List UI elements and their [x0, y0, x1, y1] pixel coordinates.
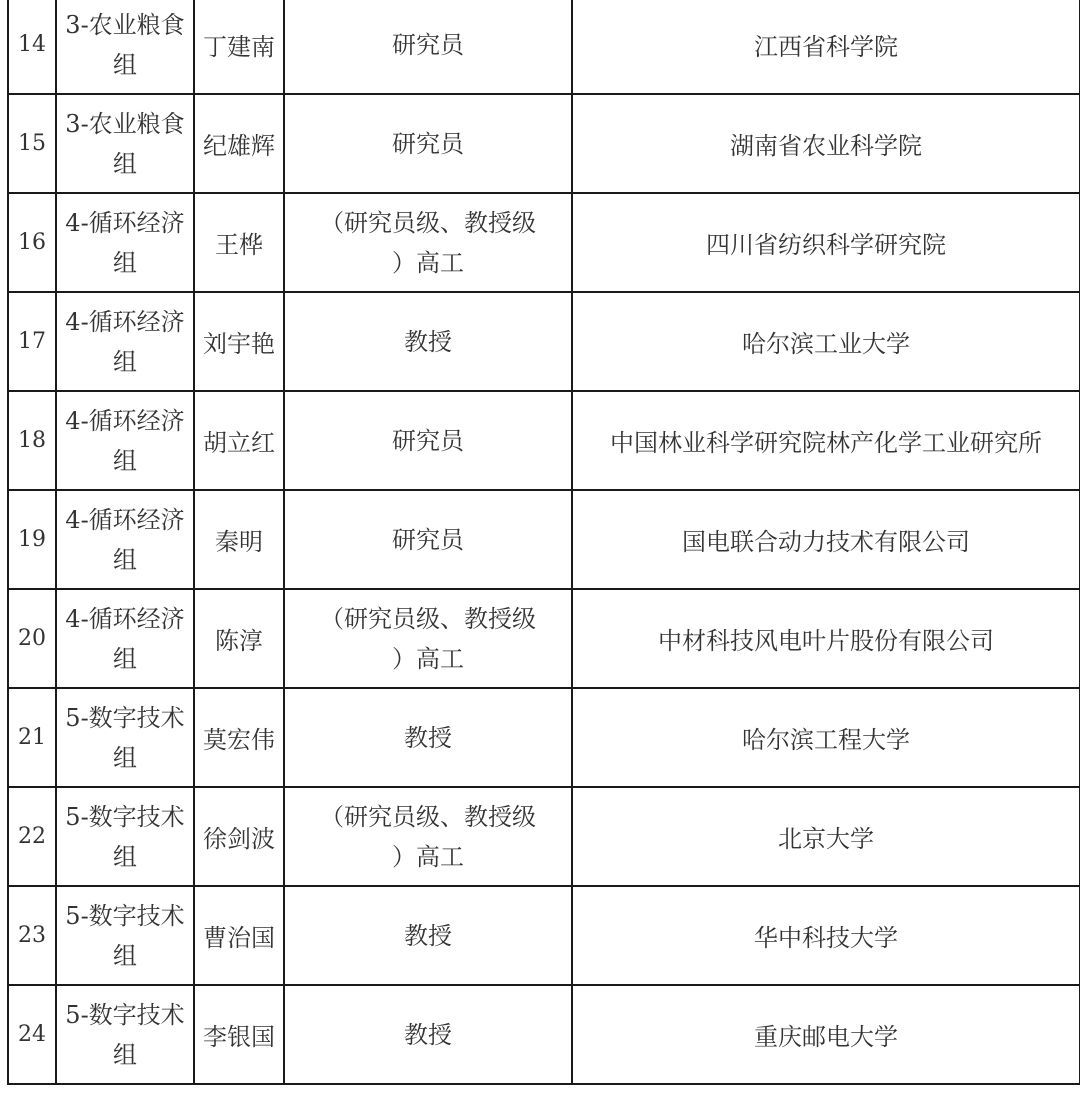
- title-line-1: 教授: [404, 723, 452, 752]
- table-row: [8, 985, 1080, 1084]
- title-cell: [284, 193, 572, 292]
- group-cell: [56, 94, 194, 193]
- row-number-cell: [8, 0, 56, 94]
- org-cell: [572, 490, 1080, 589]
- group-line-2: 组: [113, 347, 137, 376]
- row-number-cell: [8, 985, 56, 1084]
- row-number: 18: [18, 428, 46, 453]
- group-cell: [56, 490, 194, 589]
- group-cell: [56, 0, 194, 94]
- org-cell: [572, 0, 1080, 94]
- title-cell: [284, 94, 572, 193]
- row-number-cell: [8, 589, 56, 688]
- name-cell: [194, 0, 284, 94]
- row-number-cell: [8, 490, 56, 589]
- expert-name: 李银国: [203, 1023, 275, 1051]
- title-line-1: 教授: [404, 327, 452, 356]
- organization: 华中科技大学: [754, 924, 898, 952]
- title-cell: [284, 589, 572, 688]
- row-number: 14: [18, 32, 46, 57]
- group-line-2: 组: [113, 50, 137, 79]
- organization: 中材科技风电叶片股份有限公司: [658, 627, 994, 655]
- group-cell: [56, 787, 194, 886]
- table-row: [8, 490, 1080, 589]
- title-cell: [284, 292, 572, 391]
- row-number: 22: [18, 824, 46, 849]
- expert-name: 王桦: [215, 231, 263, 259]
- org-cell: [572, 94, 1080, 193]
- title-cell: [284, 985, 572, 1084]
- title-cell: [284, 787, 572, 886]
- expert-name: 莫宏伟: [203, 726, 275, 754]
- title-line-1: （研究员级、教授级: [320, 802, 536, 831]
- name-cell: [194, 589, 284, 688]
- title-line-1: 研究员: [392, 426, 464, 455]
- group-line-2: 组: [113, 743, 137, 772]
- group-line-1: 5-数字技术: [65, 1000, 185, 1029]
- name-cell: [194, 886, 284, 985]
- name-cell: [194, 193, 284, 292]
- group-line-2: 组: [113, 644, 137, 673]
- group-cell: [56, 292, 194, 391]
- title-line-1: 教授: [404, 921, 452, 950]
- group-line-1: 5-数字技术: [65, 703, 185, 732]
- table-row: [8, 0, 1080, 94]
- expert-name: 徐剑波: [203, 825, 275, 853]
- row-number: 15: [18, 131, 46, 156]
- name-cell: [194, 688, 284, 787]
- row-number: 23: [18, 923, 46, 948]
- name-cell: [194, 94, 284, 193]
- title-line-1: （研究员级、教授级: [320, 208, 536, 237]
- row-number: 20: [18, 626, 46, 651]
- row-number: 24: [18, 1022, 46, 1047]
- name-cell: [194, 391, 284, 490]
- org-cell: [572, 985, 1080, 1084]
- name-cell: [194, 292, 284, 391]
- name-cell: [194, 985, 284, 1084]
- group-cell: [56, 985, 194, 1084]
- group-line-2: 组: [113, 248, 137, 277]
- row-number-cell: [8, 886, 56, 985]
- org-cell: [572, 787, 1080, 886]
- table-row: [8, 886, 1080, 985]
- organization: 中国林业科学研究院林产化学工业研究所: [610, 429, 1042, 457]
- row-number-cell: [8, 787, 56, 886]
- expert-name: 秦明: [215, 528, 263, 556]
- group-line-1: 4-循环经济: [65, 307, 185, 336]
- expert-name: 陈淳: [215, 627, 263, 655]
- organization: 哈尔滨工程大学: [742, 726, 910, 754]
- title-line-2: ）高工: [392, 842, 464, 871]
- organization: 哈尔滨工业大学: [742, 330, 910, 358]
- name-cell: [194, 787, 284, 886]
- group-line-2: 组: [113, 545, 137, 574]
- title-cell: [284, 490, 572, 589]
- group-line-1: 5-数字技术: [65, 901, 185, 930]
- row-number-cell: [8, 292, 56, 391]
- group-cell: [56, 688, 194, 787]
- expert-name: 纪雄辉: [203, 132, 275, 160]
- org-cell: [572, 391, 1080, 490]
- row-number: 17: [18, 329, 46, 354]
- org-cell: [572, 886, 1080, 985]
- table-row: [8, 193, 1080, 292]
- org-cell: [572, 688, 1080, 787]
- organization: 江西省科学院: [754, 33, 898, 61]
- row-number-cell: [8, 688, 56, 787]
- organization: 重庆邮电大学: [754, 1023, 898, 1051]
- group-cell: [56, 886, 194, 985]
- title-cell: [284, 886, 572, 985]
- org-cell: [572, 292, 1080, 391]
- group-line-2: 组: [113, 941, 137, 970]
- title-cell: [284, 0, 572, 94]
- title-line-1: 教授: [404, 1020, 452, 1049]
- title-line-1: 研究员: [392, 525, 464, 554]
- group-line-1: 3-农业粮食: [65, 109, 185, 138]
- table-row: [8, 787, 1080, 886]
- row-number: 16: [18, 230, 46, 255]
- table-row: [8, 94, 1080, 193]
- group-cell: [56, 193, 194, 292]
- organization: 四川省纺织科学研究院: [706, 231, 946, 259]
- group-line-2: 组: [113, 1040, 137, 1069]
- group-cell: [56, 589, 194, 688]
- expert-table: [7, 0, 1080, 1085]
- organization: 湖南省农业科学院: [730, 132, 922, 160]
- group-line-1: 3-农业粮食: [65, 10, 185, 39]
- expert-name: 刘宇艳: [203, 330, 275, 358]
- group-line-2: 组: [113, 842, 137, 871]
- table-row: [8, 589, 1080, 688]
- expert-name: 胡立红: [203, 429, 275, 457]
- organization: 国电联合动力技术有限公司: [682, 528, 970, 556]
- group-line-1: 5-数字技术: [65, 802, 185, 831]
- title-line-1: 研究员: [392, 30, 464, 59]
- title-line-2: ）高工: [392, 644, 464, 673]
- name-cell: [194, 490, 284, 589]
- row-number-cell: [8, 391, 56, 490]
- title-line-2: ）高工: [392, 248, 464, 277]
- title-cell: [284, 688, 572, 787]
- title-line-1: 研究员: [392, 129, 464, 158]
- group-line-1: 4-循环经济: [65, 406, 185, 435]
- group-cell: [56, 391, 194, 490]
- row-number-cell: [8, 94, 56, 193]
- row-number: 19: [18, 527, 46, 552]
- org-cell: [572, 589, 1080, 688]
- group-line-1: 4-循环经济: [65, 604, 185, 633]
- group-line-1: 4-循环经济: [65, 208, 185, 237]
- table-row: [8, 688, 1080, 787]
- table-row: [8, 292, 1080, 391]
- title-line-1: （研究员级、教授级: [320, 604, 536, 633]
- row-number-cell: [8, 193, 56, 292]
- row-number: 21: [18, 725, 46, 750]
- group-line-2: 组: [113, 446, 137, 475]
- table-row: [8, 391, 1080, 490]
- expert-name: 曹治国: [203, 924, 275, 952]
- table-body: [8, 0, 1080, 1084]
- group-line-2: 组: [113, 149, 137, 178]
- org-cell: [572, 193, 1080, 292]
- organization: 北京大学: [778, 825, 874, 853]
- group-line-1: 4-循环经济: [65, 505, 185, 534]
- expert-name: 丁建南: [203, 33, 275, 61]
- title-cell: [284, 391, 572, 490]
